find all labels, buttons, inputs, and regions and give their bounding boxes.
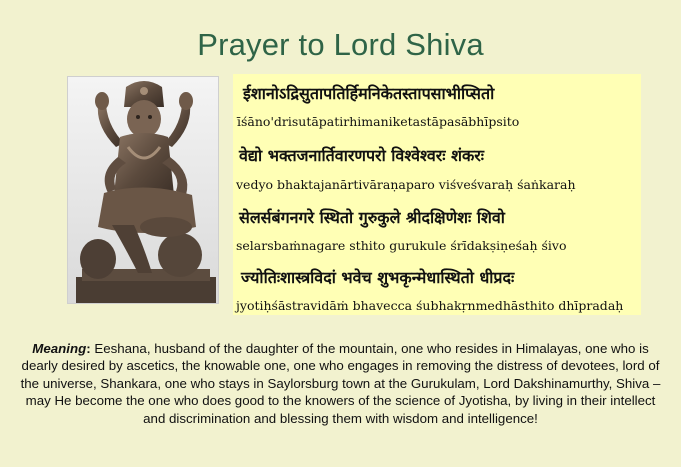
verse-line-3-devanagari: सेलर्सबंगनगरे स्थितो गुरुकुले श्रीदक्षिणेशः शिवो xyxy=(239,208,505,227)
verse-line-2-transliteration: vedyo bhaktajanārtivāraṇaparo viśveśvaraḥ śaṅkaraḥ xyxy=(236,177,576,192)
meaning-label: Meaning xyxy=(32,341,87,356)
verse-line-4-devanagari: ज्योतिःशास्त्रविदां भवेच शुभकृन्मेधास्थितो धीप्रदः xyxy=(241,268,515,287)
meaning-paragraph xyxy=(18,340,663,427)
verse-line-2-devanagari: वेद्यो भक्तजनार्तिवारणपरो विश्वेश्वरः शंकरः xyxy=(239,146,485,165)
verse-line-4-transliteration: jyotiḥśāstravidāṁ bhavecca śubhakṛnmedhāsthito dhīpradaḥ xyxy=(236,298,624,313)
verse-line-1-transliteration: īśāno'drisutāpatirhimaniketastāpasābhīpsito xyxy=(237,114,520,129)
shiva-statue-image xyxy=(67,76,219,304)
meaning-text: Eeshana, husband of the daughter of the mountain, one who resides in Himalayas, one who is dearly desired by ascetics, the knowable one, one who engages in removing the distress of devotees, lord of the universe, Shankara, one who stays in Saylorsburg town at the Gurukulam, Lord Dakshinamurthy, Shiva – may He become the one who does good to the knowers of the science of Jyotisha, by living in their intellect and discrimination and blessing them with wisdom and intelligence! xyxy=(20,341,661,426)
verse-line-1-devanagari: ईशानोऽद्रिसुतापतिर्हिमनिकेतस्तापसाभीप्सितो xyxy=(243,84,495,103)
verse-line-3-transliteration: selarsbaṁnagare sthito gurukule śrīdakṣiṇeśaḥ śivo xyxy=(236,238,567,253)
verse-panel xyxy=(233,74,641,315)
meaning-separator: : xyxy=(86,341,95,356)
page-title: Prayer to Lord Shiva xyxy=(197,26,484,62)
